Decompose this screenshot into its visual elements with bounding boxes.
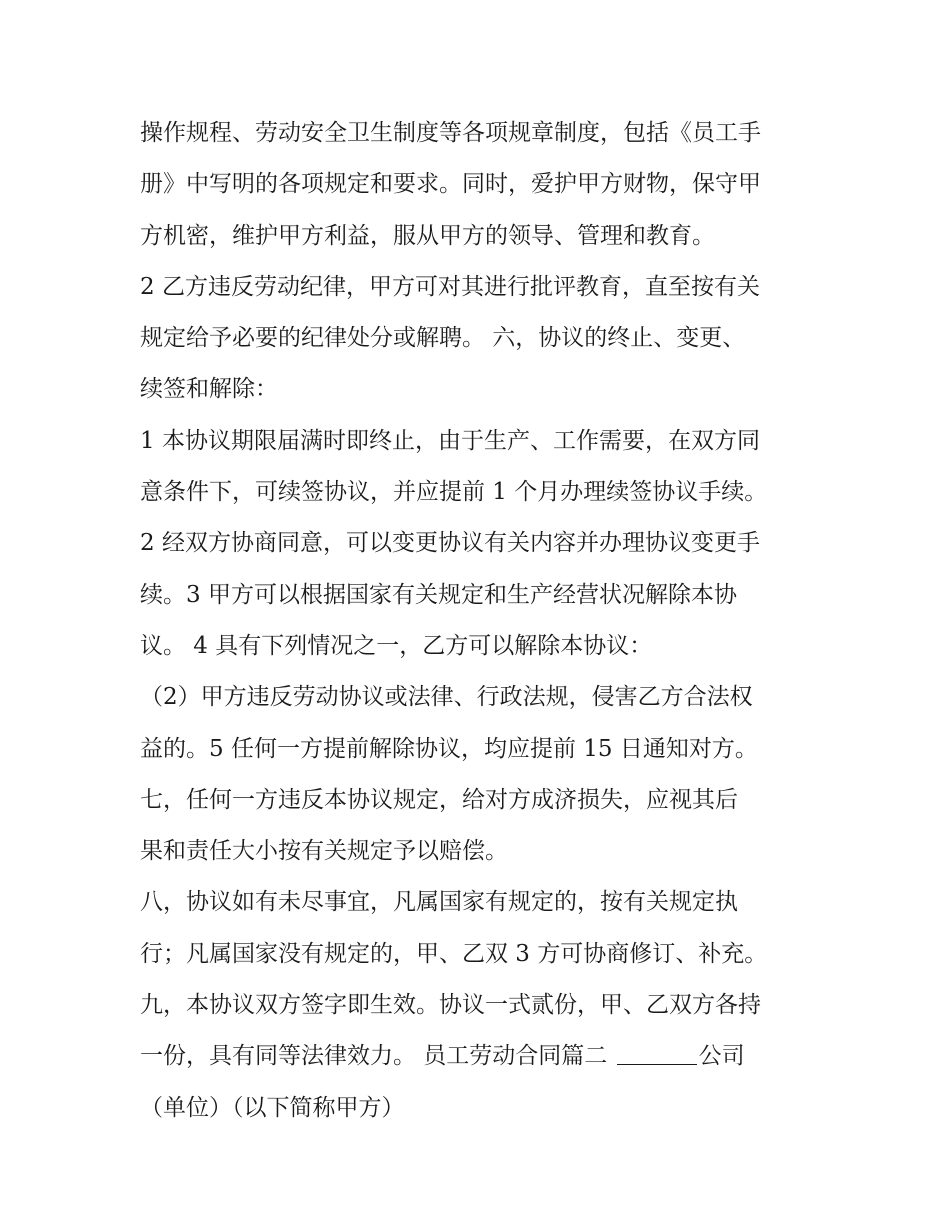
text-line: 2 乙方违反劳动纪律，甲方可对其进行批评教育，直至按有关 [140, 273, 760, 300]
text-line: 九，本协议双方签字即生效。协议一式贰份，甲、乙双方各持 [140, 992, 761, 1019]
document-body [140, 108, 820, 1134]
text-line: 益的。5 任何一方提前解除协议，均应提前 15 日通知对方。 [140, 735, 758, 762]
text-line: 2 经双方协商同意，可以变更协议有关内容并办理协议变更手 [140, 530, 760, 557]
text-line: 议。 4 具有下列情况之一，乙方可以解除本协议： [140, 632, 653, 659]
text-line: 续。3 甲方可以根据国家有关规定和生产经营状况解除本协 [140, 581, 737, 608]
text-line: 行；凡属国家没有规定的，甲、乙双 3 方可协商修订、补充。 [140, 940, 768, 967]
fill-in-blank [617, 1042, 697, 1065]
text-line: 操作规程、劳动安全卫生制度等各项规章制度，包括《员工手 [140, 120, 761, 146]
text-line: 七，任何一方违反本协议规定，给对方成济损失，应视其后 [140, 786, 738, 813]
text-line-with-blank [140, 1031, 820, 1082]
text-segment: 公司 [698, 1043, 745, 1070]
text-line: 册》中写明的各项规定和要求。同时，爱护甲方财物，保守甲 [140, 171, 761, 198]
text-line: 续签和解除： [140, 376, 278, 403]
text-line: 1 本协议期限届满时即终止，由于生产、工作需要，在双方同 [140, 427, 760, 454]
text-line: 意条件下，可续签协议，并应提前 1 个月办理续签协议手续。 [140, 479, 768, 506]
text-line: 果和责任大小按有关规定予以赔偿。 [140, 838, 508, 865]
text-line: 规定给予必要的纪律处分或解聘。 六，协议的终止、变更、 [140, 325, 746, 352]
text-line: 方机密，维护甲方利益，服从甲方的领导、管理和教育。 [140, 222, 715, 249]
text-line: （2）甲方违反劳动协议或法律、行政法规，侵害乙方合法权 [140, 684, 753, 711]
text-line: （单位）（以下简称甲方） [140, 1094, 405, 1121]
text-segment: 一份，具有同等法律效力。 员工劳动合同篇二 [140, 1043, 615, 1070]
text-line: 八，协议如有未尽事宜，凡属国家有规定的，按有关规定执 [140, 889, 738, 916]
